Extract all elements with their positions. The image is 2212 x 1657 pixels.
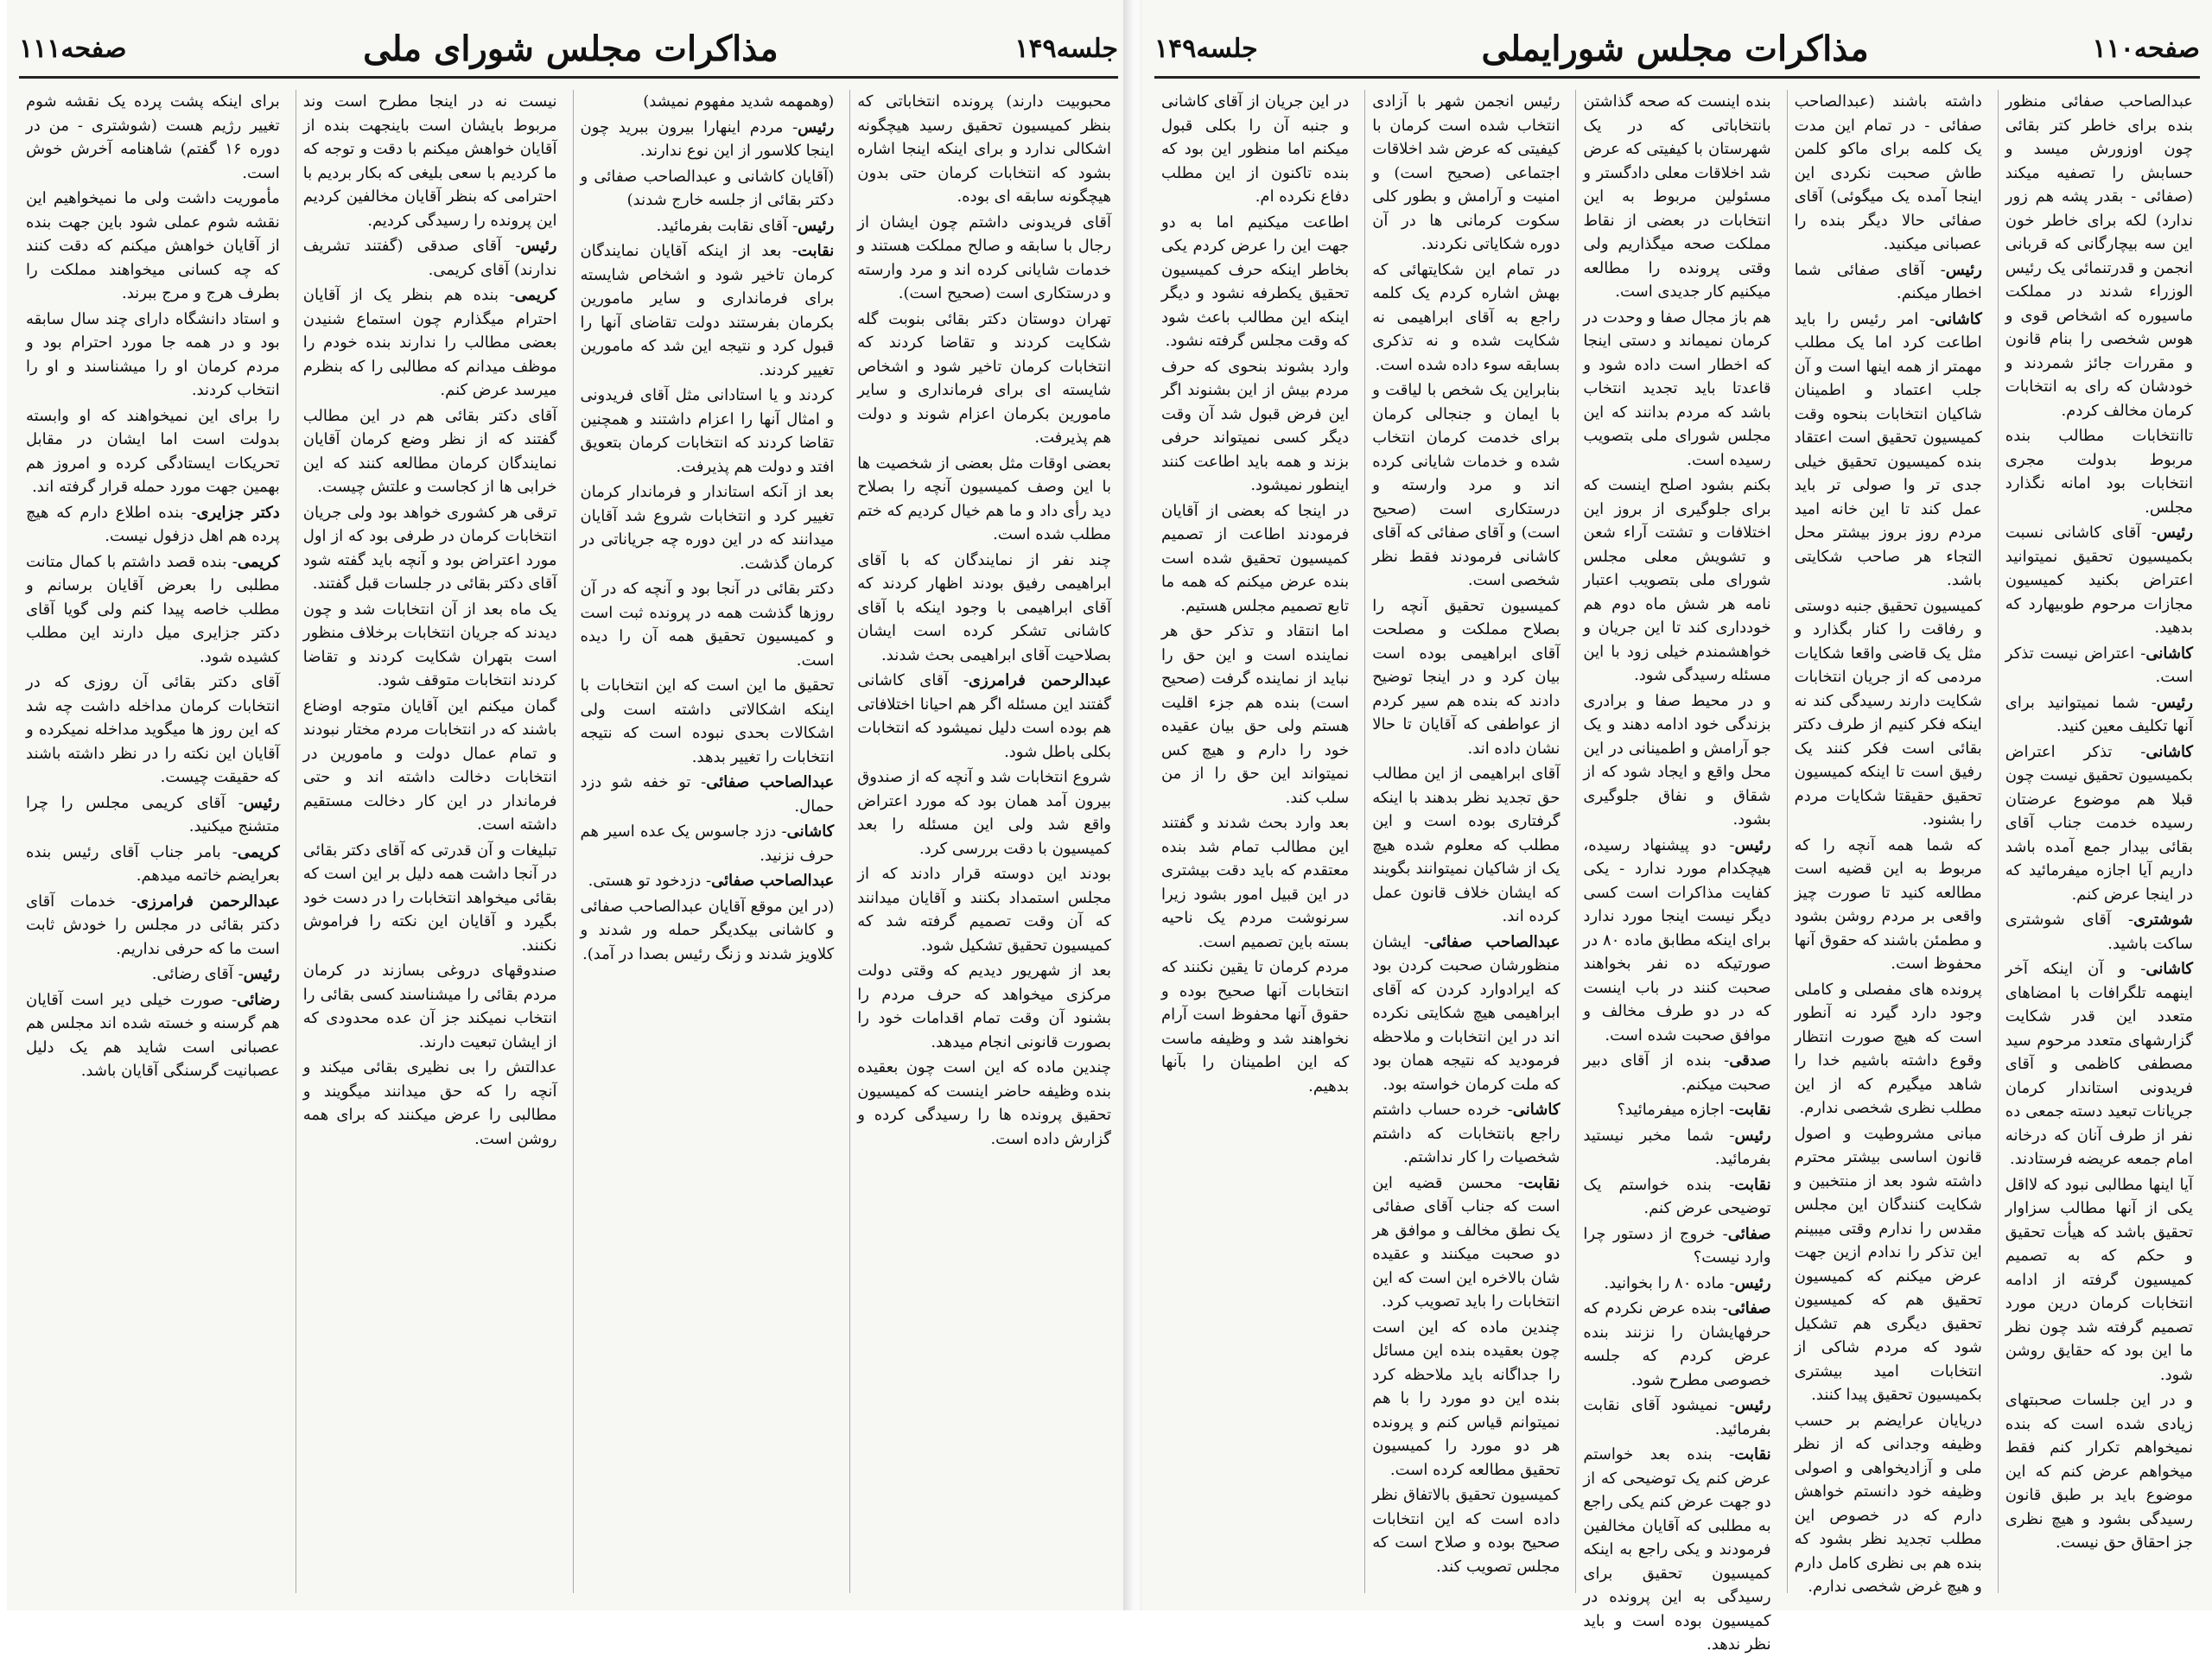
paragraph-text: در تمام این شکایتهائی که بهش اشاره کردم یک کلمه راجع به آقای ابراهیمی نه شکایت شده و نه تذکری بسابقه سوء داده شده است. (1372, 260, 1560, 374)
paragraph-text: صندوقهای دروغی بسازند در کرمان مردم بقائی را میشناسند کسی بقائی را انتخاب نمیکند جز آن عده محدودی که از ایشان تبعیت دارند. (302, 962, 557, 1051)
text-column (573, 90, 842, 1593)
paragraph (857, 211, 1111, 306)
text-columns (1154, 90, 2200, 1654)
speaker-name: کریمی (514, 286, 557, 304)
paragraph-text: را برای این نمیخواهند که او وابسته بدولت است اما ایشان در مقابل تحریکات ایستادگی کرده و امروز هم بهمین جهت مورد حمله قرار گرفته اند. (26, 406, 280, 496)
paragraph (303, 234, 557, 282)
paragraph-text: - نمیشود آقای نقابت بفرمائید. (1583, 1396, 1771, 1438)
speaker-name: رئیس (1734, 1126, 1771, 1145)
paragraph-text: تحقیق ما این است که این انتخابات با اینکه اشکالاتی داشته است ولی اشکالات بحدی نبوده است که نتیجه انتخابات را تغییر بدهد. (580, 676, 835, 766)
paragraph-text: - آقای صدقی (گفتند تشریف ندارند) آقای کریمی. (302, 237, 557, 279)
paragraph-text: وارد بشوند بنحوی که حرف مردم بیش از این بشنوند اگر این فرض قبول شد آن وقت دیگر کسی نمیتواند حرفی بزند و همه باید اطاعت کنند اینطور نمیشود. (1160, 357, 1350, 494)
paragraph (1161, 955, 1349, 1098)
paragraph-text: - خروج از دستور چرا وارد نیست؟ (1583, 1224, 1771, 1267)
paragraph-text: - آقای صفائی شما اخطار میکنم. (1794, 260, 1982, 302)
paragraph (2005, 90, 2193, 422)
paragraph (303, 283, 557, 403)
paragraph-text: - صورت خیلی دیر است آقایان هم گرسنه و خسته شده اند مجلس هم عصبانی است شاید هم یک دلیل عصبانیت گرسنگی آقایان باشد. (26, 990, 280, 1080)
paragraph-text: بعد از شهریور دیدیم که وقتی دولت مرکزی میخواهد که حرف مردم را بشنود آن وقت تمام اقدامات خود را بصورت قانونی انجام میدهد. (857, 962, 1111, 1051)
speaker-name: دکتر جزایری (196, 503, 280, 522)
paragraph-text: - دو پیشنهاد رسیده، هیچکدام مورد ندارد - یکی کفایت مذاکرات است کسی دیگر نیست اینجا مورد ندارد برای اینکه مطابق ماده ۸۰ در صورتیکه ده نفر بخواهند صحبت کنند در باب اینست که در دو طرف مخالف و موافق صحبت شده است. (1583, 835, 1771, 1044)
paragraph-text: هم باز مجال صفا و وحدت در کرمان نمیماند و دستی اینجا که اخطار است داده شود و قاعدتا باید تجدید انتخاب باشد که مردم بدانند که این مجلس شورای ملی بتصویب رسیده است. (1583, 308, 1771, 469)
speaker-name: عبدالصاحب صفائی (711, 872, 835, 890)
paragraph (857, 452, 1111, 547)
paragraph-text: - تو خفه شو دزد حمال. (580, 773, 835, 816)
speaker-name: نقابت (1734, 1175, 1771, 1194)
paragraph-text: چندین ماده که این است چون بعقیده بنده این مسائل را جداگانه باید ملاحظه کرد بنده این دو مورد را با هم نمیتوانم قیاس کنم و پرونده هر دو مورد را کمیسیون تحقیق مطالعه کرده است. (1372, 1317, 1560, 1479)
paragraph (303, 1056, 557, 1151)
paragraph (26, 90, 280, 185)
paragraph (2005, 521, 2193, 640)
paragraph-text: آیا اینها مطالبی نبود که لااقل یکی از آنها مطالب سزاوار تحقیق باشد که هیأت تحقیق و حکم که به تصمیم کمیسیون گرفته از ادامه انتخابات کرمان درین مورد تصمیم گرفته شد چون نظر ما این بود که حقایق روشن شود. (2005, 1175, 2193, 1384)
text-column (1787, 90, 1989, 1596)
paragraph (26, 404, 280, 499)
paragraph-text: ترقی هر کشوری خواهد بود ولی جریان انتخابات کرمان در طرفی بود که از اول مورد اعتراض بود و آنچه باید گفته شود آقای دکتر بقائی در جلسات قبل گفتند. (302, 503, 557, 593)
paragraph-text: - آقای کاشانی گفتند این مسئله اگر هم احیانا اختلافاتی هم بوده است دلیل نمیشود که انتخابات بکلی باطل شود. (857, 671, 1111, 761)
paragraph-text: تهران دوستان دکتر بقائی بنوبت گله شکایت کردند و تقاضا کردند که انتخابات کرمان تاخیر شود و اشخاص شایسته ای برای فرمانداری و سایر مامورین بکرمان اعزام شوند و دولت هم پذیرفت. (857, 309, 1111, 447)
paragraph (1795, 258, 1982, 306)
text-column (1364, 90, 1567, 1593)
speaker-name: رئیس (2156, 693, 2193, 712)
paragraph (857, 1056, 1111, 1151)
paragraph (26, 501, 280, 549)
paragraph-text: - آقای شوشتری ساکت باشید. (2005, 911, 2193, 953)
paragraph-text: مبانی مشروطیت و اصول قانون اساسی بیشتر محترم داشته شود بعد از منتخبین و شکایت کنندگان این مجلس مقدس را ندارم وقتی میبینم این تذکر را ندادم ازین جهت عرض میکنم که کمیسیون تحقیق هم که کمیسیون تحقیق دیگری هم تشکیل شود که مردم شاکی از انتخابات امید بیشتری بکمیسیون تحقیق پیدا کنند. (1794, 1124, 1982, 1404)
paragraph-text: بنده اینست که صحه گذاشتن بانتخاباتی که در یک شهرستان با کیفیتی که عرض شد اخلاقات معلی دادگستر و مسئولین مربوط به این انتخابات در بعضی از نقاط مملکت صحه میگذاریم ولی وقتی پرونده را مطالعه میکنیم کار جدیدی است. (1583, 92, 1771, 301)
paragraph (1161, 811, 1349, 954)
paragraph-text: دکتر بقائی در آنجا بود و آنچه که در آن روزها گذشت همه در پرونده ثبت است و کمیسیون تحقیق همه آن را دیده است. (580, 580, 835, 670)
speaker-name: رئیس (798, 216, 835, 235)
speaker-name: نقابت (1523, 1173, 1560, 1192)
page-110 (1142, 0, 2212, 1654)
paragraph (1583, 834, 1770, 1048)
page-number: صفحه۱۱۱ (19, 33, 127, 64)
speaker-name: عبدالرحمن فرامرزی (137, 892, 280, 911)
paragraph-text: - ماده ۸۰ را بخوانید. (1604, 1273, 1735, 1292)
paragraph-text: - آقای رضائی. (151, 965, 244, 983)
paragraph-text: در اینجا که بعضی از آقایان فرمودند اطاعت از تصمیم کمیسیون تحقیق شده است بنده عرض میکنم که همه ما تابع تصمیم مجلس هستیم. (1160, 501, 1350, 615)
paragraph-text: بعد وارد بحث شدند و گفتند این مطالب تمام شد بنده معتقدم که باید دقت بیشتری در این قبیل امور بشود زیرا سرنوشت مردم یک ناحیه بسته باین تصمیم است. (1160, 814, 1350, 951)
paragraph (1583, 1098, 1770, 1122)
speaker-name: رئیس (1734, 1273, 1771, 1292)
paragraph (1583, 1394, 1770, 1441)
paragraph-text: - و آن اینکه آخر اینهمه تلگرافات با امضاهای متعدد این قدر شکایت گزارشهای متعدد مرحوم سید مصطفی کاظمی و آقای فریدونی استاندار کرمان جریانات تبعید دسته جمعی ده نفر از طرف آنان که درخانه امام جمعه عریضه فرستادند. (2005, 960, 2193, 1168)
paragraph-text: - بنده بعد خواستم عرض کنم یک توضیحی که از دو جهت عرض کنم یکی راجع به مطلبی که آقایان مخالفین فرمودند و یکی راجع به اینکه کمیسیون تحقیق برای رسیدگی به این پرونده در کمیسیون بوده است و باید نظر ندهد. (1583, 1445, 1771, 1654)
text-column (296, 90, 564, 1593)
paragraph-text: داشته باشند (عبدالصاحب صفائی - در تمام این مدت یک کلمه برای ماکو کلمن طاش صحبت نکردی این اینجا آمده یک میگوئی) آقای صفائی حالا دیگر بنده را عصبانی میکنید. (1794, 92, 1982, 253)
page-title: مذاکرات مجلس شورایملی (1481, 28, 1869, 69)
page-header (19, 26, 1118, 71)
paragraph (1795, 1122, 1982, 1407)
speaker-name: صفائی (1727, 1224, 1771, 1243)
paragraph-text: (در این موقع آقایان عبدالصاحب صفائی و کاشانی بیکدیگر حمله ور شدند و کلاویز شدند و زنگ رئیس بصدا در آمد). (580, 897, 835, 963)
paragraph-text: مأموریت داشت ولی ما نمیخواهیم این نقشه شوم عملی شود باین جهت بنده از آقایان خواهش میکنم که دقت کنند که چه کسانی میخواهند مملکت را بطرف هرج و مرج ببرند. (26, 189, 280, 302)
paragraph (1372, 90, 1560, 257)
paragraph (1583, 689, 1770, 832)
paragraph-text: در این جریان از آقای کاشانی و جنبه آن را بکلی قبول میکنم اما منظور این بود که بنده تاکنون از این مطلب دفاع نکرده ام. (1160, 92, 1350, 206)
paragraph (1583, 1049, 1770, 1096)
paragraph-text: برای اینکه پشت پرده یک نقشه شوم تغییر رژیم هست (شوشتری - من در دوره ۱۶ گفتم) شاهنامه آخرش خوش است. (26, 92, 280, 182)
paragraph (26, 187, 280, 306)
paragraph-text: - بنده از آقای دبیر صحبت میکنم. (1583, 1051, 1771, 1094)
speaker-name: شوشتری (2133, 911, 2193, 929)
paragraph (1161, 211, 1349, 353)
paragraph-text: - شما نمیتوانید برای آنها تکلیف معین کنید. (2005, 693, 2193, 735)
text-column (849, 90, 1118, 1593)
text-column (1998, 90, 2200, 1593)
paragraph (1795, 90, 1982, 257)
paragraph-text: - مردم اینهارا بیرون ببرید چون اینجا کلاسور از این نوع ندارند. (580, 117, 835, 160)
paragraph-text: نیست نه در اینجا مطرح است وند مربوط بایشان است باینجهت بنده از آقایان خواهش میکنم با دقت و توجه که ما کردیم با سعی بلیغی که بکار بردیم با احترامی که بنظر آقایان مخالفین کردیم این پرونده را رسیدگی کردیم. (302, 92, 557, 230)
paragraph-text: بنابراین یک شخص با لیاقت و با ایمان و جنجالی کرمان برای خدمت کرمان انتخاب شده و خدمات شایانی کرده اند و مرد وارسته و درستکاری است (صحیح است) و آقای صفائی که آقای کاشانی فرمودند فقط نظر شخصی است. (1372, 381, 1560, 589)
speaker-name: کریمی (237, 842, 280, 861)
paragraph (581, 165, 835, 213)
header-rule (19, 76, 1118, 79)
paragraph (1583, 1124, 1770, 1171)
speaker-name: کاشانی (2145, 644, 2193, 663)
paragraph (857, 959, 1111, 1054)
speaker-name: رئیس (520, 237, 557, 255)
paragraph (1583, 473, 1770, 688)
speaker-name: کریمی (237, 552, 280, 571)
paragraph (1795, 978, 1982, 1121)
paragraph (1583, 1297, 1770, 1392)
speaker-name: رئیس (1734, 1396, 1771, 1414)
paragraph (581, 895, 835, 967)
paragraph (581, 214, 835, 238)
paragraph (26, 308, 280, 403)
text-column (19, 90, 287, 1593)
paragraph (581, 90, 835, 114)
speaker-name: رئیس (798, 117, 835, 136)
paragraph-text: - بنده هم بنظر یک از آقایان احترام میگذارم چون استماع شنیدن بعضی مطالب را ندارند بنده خودم را موظف میدانم که مطالبی را که بنظرم میرسد عرض کنم. (302, 286, 557, 399)
header-rule (1154, 76, 2200, 79)
paragraph (1161, 619, 1349, 809)
paragraph (2005, 642, 2193, 689)
page-header (1154, 26, 2200, 71)
paragraph-text: - امر رئیس را باید اطاعت کرد اما یک مطلب مهمتر از همه اینها است و آن جلب اعتماد و اطمینان شاکیان انتخابات بنحوه وقت کمیسیون تحقیق است اعتقاد بنده کمیسیون تحقیق خیلی جدی تر وا صولی تر باید عمل کند تا این خانه امید مردم روز بروز بیشتر محل التجاء هر صاحب شکایتی باشد. (1794, 309, 1982, 589)
paragraph (857, 765, 1111, 860)
speaker-name: نقابت (1734, 1101, 1771, 1119)
paragraph-text: - اجازه میفرمائید؟ (1617, 1101, 1735, 1119)
paragraph (1161, 90, 1349, 209)
paragraph (1795, 1409, 1982, 1599)
paragraph (303, 695, 557, 837)
paragraph-text: - تذکر اعتراض بکمیسیون تحقیق نیست چون قبلا هم موضوع عرضتان رسیده خدمت جناب آقای بقائی بیدار جمع آمده باشد داریم آیا اجازه میفرمائید که در اینجا عرض کنم. (2005, 742, 2193, 904)
paragraph-text: - دزدخود تو هستی. (588, 872, 712, 890)
paragraph (2005, 740, 2193, 907)
session-label: جلسه۱۴۹ (1014, 33, 1118, 64)
paragraph-text: و در محیط صفا و برادری بزندگی خود ادامه دهند و یک جو آرامش و اطمینانی در این محل واقع و ایجاد شود که از شقاق و نفاق جلوگیری بشود. (1583, 691, 1771, 828)
paragraph-text: محبوبیت دارند) پرونده انتخاباتی که بنظر کمیسیون تحقیق رسید هیچگونه اشکالی ندارد و برای اینکه اینجا اشاره بشود که انتخابات کرمان حتی بدون هیچگونه سابقه ای بوده. (857, 92, 1111, 206)
paragraph-text: اما انتقاد و تذکر حق هر نماینده است و این حق را نباید از نماینده گرفت (صحیح است) بنده هم جزء اقلیت هستم ولی حق بیان عقیده خود را دارم و هیچ کس نمیتواند این حق را از من سلب کند. (1160, 622, 1350, 807)
speaker-name: عبدالصاحب صفائی (1429, 932, 1560, 951)
paragraph (2005, 1173, 2193, 1387)
paragraph (1372, 930, 1560, 1097)
paragraph (26, 791, 280, 839)
speaker-name: نقابت (1734, 1445, 1771, 1463)
paragraph-text: تبلیغات و آن قدرتی که آقای دکتر بقائی در آنجا داشت همه دلیل بر این است که بقائی میخواهد انتخابات را در دست خود بگیرد و آقایان این نکته را فراموش نکنند. (302, 841, 557, 955)
paragraph (1583, 1173, 1770, 1221)
paragraph (857, 549, 1111, 668)
paragraph-text: بعضی اوقات مثل بعضی از شخصیت ها با این وصف کمیسیون آنچه را بصلاح دید رأی داد و ما هم خیال کردیم که ختم مطلب شده است. (857, 454, 1111, 543)
paragraph-text: رئیس انجمن شهر با آزادی انتخاب شده است کرمان با کیفیتی که عرض شد اخلاقات اجتماعی (صحیح است) و امنیت و آرامش و بطور کلی سکوت کرمانی ها در آن دوره شکایاتی نکردند. (1372, 92, 1560, 253)
paragraph (581, 480, 835, 575)
paragraph (1583, 1222, 1770, 1270)
paragraph-text: دریایان عرایضم بر حسب وظیفه وجدانی که از نظر ملی و آزادیخواهی و اصولی وظیفه خود دانستم خواهش دارم که در خصوص این مطلب تجدید نظر بشود که بنده هم بی نظری کامل دارم و هیچ غرض شخصی ندارم. (1794, 1411, 1982, 1596)
speaker-name: کاشانی (786, 822, 835, 841)
speaker-name: کاشانی (2145, 742, 2193, 761)
paragraph (2005, 691, 2193, 739)
paragraph-text: که شما همه آنچه را که مربوط به این قضیه است مطالعه کنید تا صورت چیز واقعی بر مردم روشن بشود و مطمئن باشند که حقوق آنها محفوظ است. (1794, 835, 1982, 973)
text-columns (19, 90, 1118, 1593)
paragraph-text: - بنده اطلاع دارم که هیچ پرده هم اهل دزفول نیست. (26, 503, 280, 545)
paragraph-text: مردم کرمان تا یقین نکنند که انتخابات آنها صحیح بوده و حقوق آنها محفوظ است آرام نخواهند شد و وظیفه ماست که این اطمینان را بآنها بدهیم. (1160, 958, 1350, 1095)
paragraph-text: چند نفر از نمایندگان که با آقای ابراهیمی رفیق بودند اظهار کردند که آقای ابراهیمی با وجود اینکه با آقای کاشانی تشکر کرده است ایشان بصلاحیت آقای ابراهیمی بحث شدند. (857, 550, 1111, 664)
paragraph (303, 404, 557, 499)
paragraph (303, 90, 557, 232)
speaker-name: عبدالرحمن فرامرزی (968, 671, 1111, 689)
paragraph (1372, 258, 1560, 378)
page-111 (7, 0, 1130, 1610)
paragraph (26, 841, 280, 888)
paragraph (26, 550, 280, 670)
paragraph (26, 962, 280, 987)
paragraph-text: (وهمهمه شدید مفهوم نمیشد) (643, 92, 835, 111)
paragraph (26, 988, 280, 1083)
paragraph (581, 384, 835, 479)
paragraph (303, 501, 557, 596)
paragraph-text: کمیسیون تحقیق جنبه دوستی و رفاقت را کنار بگذارد و مثل یک قاضی واقعا شکایات مردمی که از جریان انتخابات شکایت دارند رسیدگی کند نه اینکه فکر کنیم از طرف دکتر بقائی است فکر کنند یک رفیق است تا اینکه کمیسیون تحقیق حقیقتا شکایات مردم را بشنود. (1794, 596, 1982, 828)
paragraph (26, 890, 280, 962)
paragraph (581, 869, 835, 893)
paragraph (2005, 424, 2193, 519)
paragraph-text: یک ماه بعد از آن انتخابات شد و چون دیدند که جریان انتخابات برخلاف منظور است بتهران شکایت کردند و تقاضا کردند انتخابات متوقف شود. (302, 600, 557, 689)
speaker-name: عبدالصاحب صفائی (706, 773, 835, 791)
paragraph (857, 669, 1111, 764)
paragraph-text: - بنده عرض نکردم که حرفهایشان را نزنند بنده عرض کردم که جلسه خصوصی مطرح شود. (1583, 1299, 1771, 1389)
paragraph (1372, 594, 1560, 761)
paragraph-text: تاانتخابات مطالب بنده مربوط بدولت مجری انتخابات بود امانه نگذارد مجلس. (2005, 427, 2193, 517)
paragraph-text: - خرده حساب داشتم راجع بانتخابات که داشتم شخصیات را کار نداشتم. (1372, 1101, 1560, 1166)
paragraph (2005, 1388, 2193, 1555)
paragraph-text: - ایشان منظورشان صحبت کردن بود که ایرادوارد کردن که آقای ابراهیمی هیچ شکایتی نکرده اند در این انتخابات و ملاحظه فرمودید که نتیجه همان بود که ملت کرمان خواسته بود. (1372, 932, 1560, 1094)
paragraph-text: - شما مخبر نیستید بفرمائید. (1583, 1126, 1771, 1168)
paragraph (1583, 306, 1770, 473)
page-title: مذاکرات مجلس شورای ملی (363, 28, 779, 69)
paragraph-text: چندین ماده که این است چون بعقیده بنده وظیفه حاضر اینست که کمیسیون تحقیق پرونده ها را رسیدگی کرده و گزارش داده است. (857, 1058, 1111, 1148)
speaker-name: رئیس (243, 965, 280, 983)
paragraph-text: - آقای کاشانی نسبت بکمیسیون تحقیق نمیتوانید اعتراض بکنید کمیسیون مجازات مرحوم طوبیهارد که بدهید. (2005, 524, 2193, 637)
speaker-name: رئیس (243, 793, 280, 812)
paragraph-text: آقای دکتر بقائی هم در این مطالب گفتند که از نظر وضع کرمان آقایان نمایندگان کرمان مطالعه کنند که این خرابی ها از کجاست و علتش چیست. (302, 406, 557, 496)
speaker-name: کاشانی (1512, 1101, 1560, 1119)
speaker-name: رئیس (1734, 835, 1771, 854)
paragraph (857, 90, 1111, 209)
speaker-name: رئیس (1945, 260, 1982, 279)
paragraph-text: - بنده خواستم یک توضیحی عرض کنم. (1583, 1175, 1771, 1217)
paragraph-text: (آقایان کاشانی و عبدالصاحب صفائی و دکتر بقائی از جلسه خارج شدند) (580, 167, 835, 209)
paragraph-text: - بعد از اینکه آقایان نمایندگان کرمان تاخیر شود و اشخاص شایسته برای فرمانداری و سایر مامورین بکرمان بفرستند دولت تقاضای آنها را قبول کرد و نتیجه این شد که مامورین تغییر کردند. (580, 242, 835, 379)
paragraph-text: - آقای کریمی مجلس را چرا متشنج میکنید. (26, 793, 280, 835)
paragraph (1795, 594, 1982, 832)
paragraph-text: پرونده های مفصلی و کاملی وجود دارد گیرد نه آنطور است که هیچ صورت انتظار وقوع داشته باشیم خدا را شاهد میگیرم که از این مطلب نظری شخصی ندارم. (1794, 980, 1982, 1117)
paragraph-text: بکنم بشود اصلح اینست که برای جلوگیری از بروز این اختلافات و تشتت آراء شعن و تشویش معلی مجلس شورای ملی بتصویب اعتبار نامه هر شش ماه دوم هم خودداری کند تا این جریان و خواهشمندم خیلی زود با این مسئله رسیدگی شود. (1583, 476, 1771, 684)
paragraph (2005, 957, 2193, 1171)
speaker-name: صدقی (1729, 1051, 1771, 1070)
paragraph (857, 862, 1111, 957)
paragraph-text: - محسن قضیه این است که جناب آقای صفائی یک نطق مخالف و موافق هر دو صحبت میکنند و عقیده شان بالاخره این است که این انتخابات را باید تصویب کرد. (1372, 1173, 1560, 1311)
paragraph-text: - دزد جاسوس یک عده اسیر هم حرف نزنید. (580, 822, 835, 865)
paragraph (2005, 908, 2193, 955)
paragraph-text: - بامر جناب آقای رئیس بنده بعرایضم خاتمه میدهم. (26, 842, 280, 885)
paragraph (1161, 499, 1349, 619)
paragraph (1372, 1316, 1560, 1482)
paragraph (581, 239, 835, 382)
paragraph (1161, 355, 1349, 498)
paragraph-text: بعد از آنکه استاندار و فرماندار کرمان تغییر کرد و انتخابات شروع شد آقایان میدانند که در این دوره چه جریاناتی در کرمان گذشت. (580, 483, 835, 573)
paragraph (303, 598, 557, 693)
paragraph-text: - آقای نقابت بفرمائید. (656, 216, 798, 235)
paragraph (1583, 1272, 1770, 1296)
paragraph (1583, 90, 1770, 304)
paragraph (581, 674, 835, 769)
paragraph-text: عدالتش را بی نظیری بقائی میکند و آنچه را که حق میدانند میگویند و مطالبی را عرض میکنند که برای همه روشن است. (302, 1058, 557, 1148)
paragraph-text: شروع انتخابات شد و آنچه که از صندوق بیرون آمد همان بود که مورد اعتراض واقع شد ولی این مسئله را بعد کمیسیون با دقت بررسی کرد. (857, 768, 1111, 858)
paragraph (26, 670, 280, 790)
speaker-name: کاشانی (2145, 960, 2193, 978)
speaker-name: کاشانی (1935, 309, 1982, 328)
paragraph (303, 839, 557, 958)
paragraph-text: آقای ابراهیمی از این مطالب حق تجدید نظر بدهند با اینکه گرفتاری بوده است و این مطلب که معلوم شده هیچ یک از شاکیان نمیتوانند بگویند که ایشان خلاف قانون عمل کرده اند. (1372, 765, 1560, 925)
paragraph (1795, 834, 1982, 976)
paragraph-text: آقای دکتر بقائی آن روزی که در انتخابات کرمان مداخله داشت چه شد که این روز ها میگوید مداخله نمیکرده و آقایان این نکته را در نظر داشته باشند که حقیقت چیست. (26, 673, 280, 786)
speaker-name: رئیس (2156, 524, 2193, 542)
paragraph (1583, 1443, 1770, 1657)
paragraph (1372, 762, 1560, 929)
paragraph (1795, 308, 1982, 593)
page-number: صفحه۱۱۰ (2092, 33, 2200, 64)
paragraph-text: کمیسیون تحقیق آنچه را بصلاح مملکت و مصلحت آقای ابراهیمی بوده است بیان کرد و در اینجا توضیح دادند که بنده هم سیر کردم از عواطفی که آقایان تا حالا نشان داده اند. (1372, 596, 1560, 758)
paragraph-text: اطاعت میکنیم اما به دو جهت این را عرض کردم یکی بخاطر اینکه حرف کمیسیون تحقیق یکطرفه نشود و دیگر اینکه این مطالب باعث شود که وقت مجلس گرفته نشود. (1160, 213, 1350, 350)
paragraph (581, 771, 835, 818)
paragraph-text: عبدالصاحب صفائی منظور بنده برای خاطر کتر بقائی چون اوزورش میسد و حسابش را تصفیه میکند (صفائی - بقدر پشه هم زور ندارد) لکه برای خاطر خون این سه بیچارگانی که قربانی انجمن و قدرتنمائی یک رئیس الوزراء شدند در مملکت ماسیوره که اشخاص قوی و هوس شخصی را بنام قانون و مقررات جائز شمردند و خودشان که رای به انتخابات کرمان مخالف کردم. (2005, 92, 2193, 420)
paragraph (1372, 378, 1560, 593)
paragraph-text: و استاد دانشگاه دارای چند سال سابقه بود و در همه جا مورد احترام بود و مردم کرمان او را میشناسند و او را انتخاب کردند. (26, 309, 280, 399)
paragraph (1372, 1171, 1560, 1314)
paragraph-text: کردند و یا استادانی مثل آقای فریدونی و امثال آنها را اعزام داشتند و همچنین تقاضا کردند که انتخابات کرمان بتعویق افتد و دولت هم پذیرفت. (580, 386, 835, 476)
paragraph (581, 820, 835, 867)
paragraph (1372, 1098, 1560, 1170)
session-label: جلسه۱۴۹ (1154, 33, 1258, 64)
paragraph (581, 577, 835, 672)
paragraph (581, 116, 835, 163)
paragraph-text: - خدمات آقای دکتر بقائی در مجلس را خودش ثابت است ما که حرفی نداریم. (26, 892, 280, 958)
paragraph-text: گمان میکنم این آقایان متوجه اوضاع باشند که در انتخابات مردم مختار نبودند و تمام عمال دولت و مامورین در انتخابات دخالت داشته اند و حتی فرماندار در این کار دخالت مستقیم داشته است. (302, 696, 557, 834)
paragraph (857, 308, 1111, 450)
paragraph-text: بودند این دوسته قرار دادند که از مجلس استمداد بکنند و آقایان میدانند که آن وقت تصمیم گرفته شد که کمیسیون تحقیق تشکیل شود. (857, 865, 1111, 955)
speaker-name: نقابت (797, 242, 835, 260)
text-column (1575, 90, 1777, 1654)
paragraph-text: - بنده قصد داشتم با کمال متانت مطلبی را بعرض آقایان برسانم و مطلب خاصه پیدا کنم ولی گویا آقای دکتر جزایری میل دارند این مطلب کشیده شود. (26, 552, 280, 666)
text-column (1154, 90, 1356, 1593)
paragraph-text: و در این جلسات صحبتهای زیادی شده است که بنده نمیخواهم تکرار کنم فقط میخواهم عرض کنم که این موضوع باید بر طبق قانون رسیدگی بشود و هیچ نظری جز احقاق حق نیست. (2005, 1391, 2193, 1552)
paragraph-text: کمیسیون تحقیق بالاتفاق نظر داده است که این انتخابات صحیح بوده و صلاح است که مجلس تصویب کند. (1372, 1486, 1560, 1576)
paragraph (1372, 1483, 1560, 1578)
speaker-name: رضائی (237, 990, 280, 1009)
paragraph-text: آقای فریدونی داشتم چون ایشان از رجال با سابقه و صالح مملکت هستند و خدمات شایانی کرده اند و مرد وارسته و درستکاری است (صحیح است). (857, 213, 1111, 302)
paragraph (303, 959, 557, 1054)
paragraph-text: - اعتراض نیست تذکر است. (2005, 644, 2193, 686)
speaker-name: صفائی (1727, 1299, 1771, 1317)
